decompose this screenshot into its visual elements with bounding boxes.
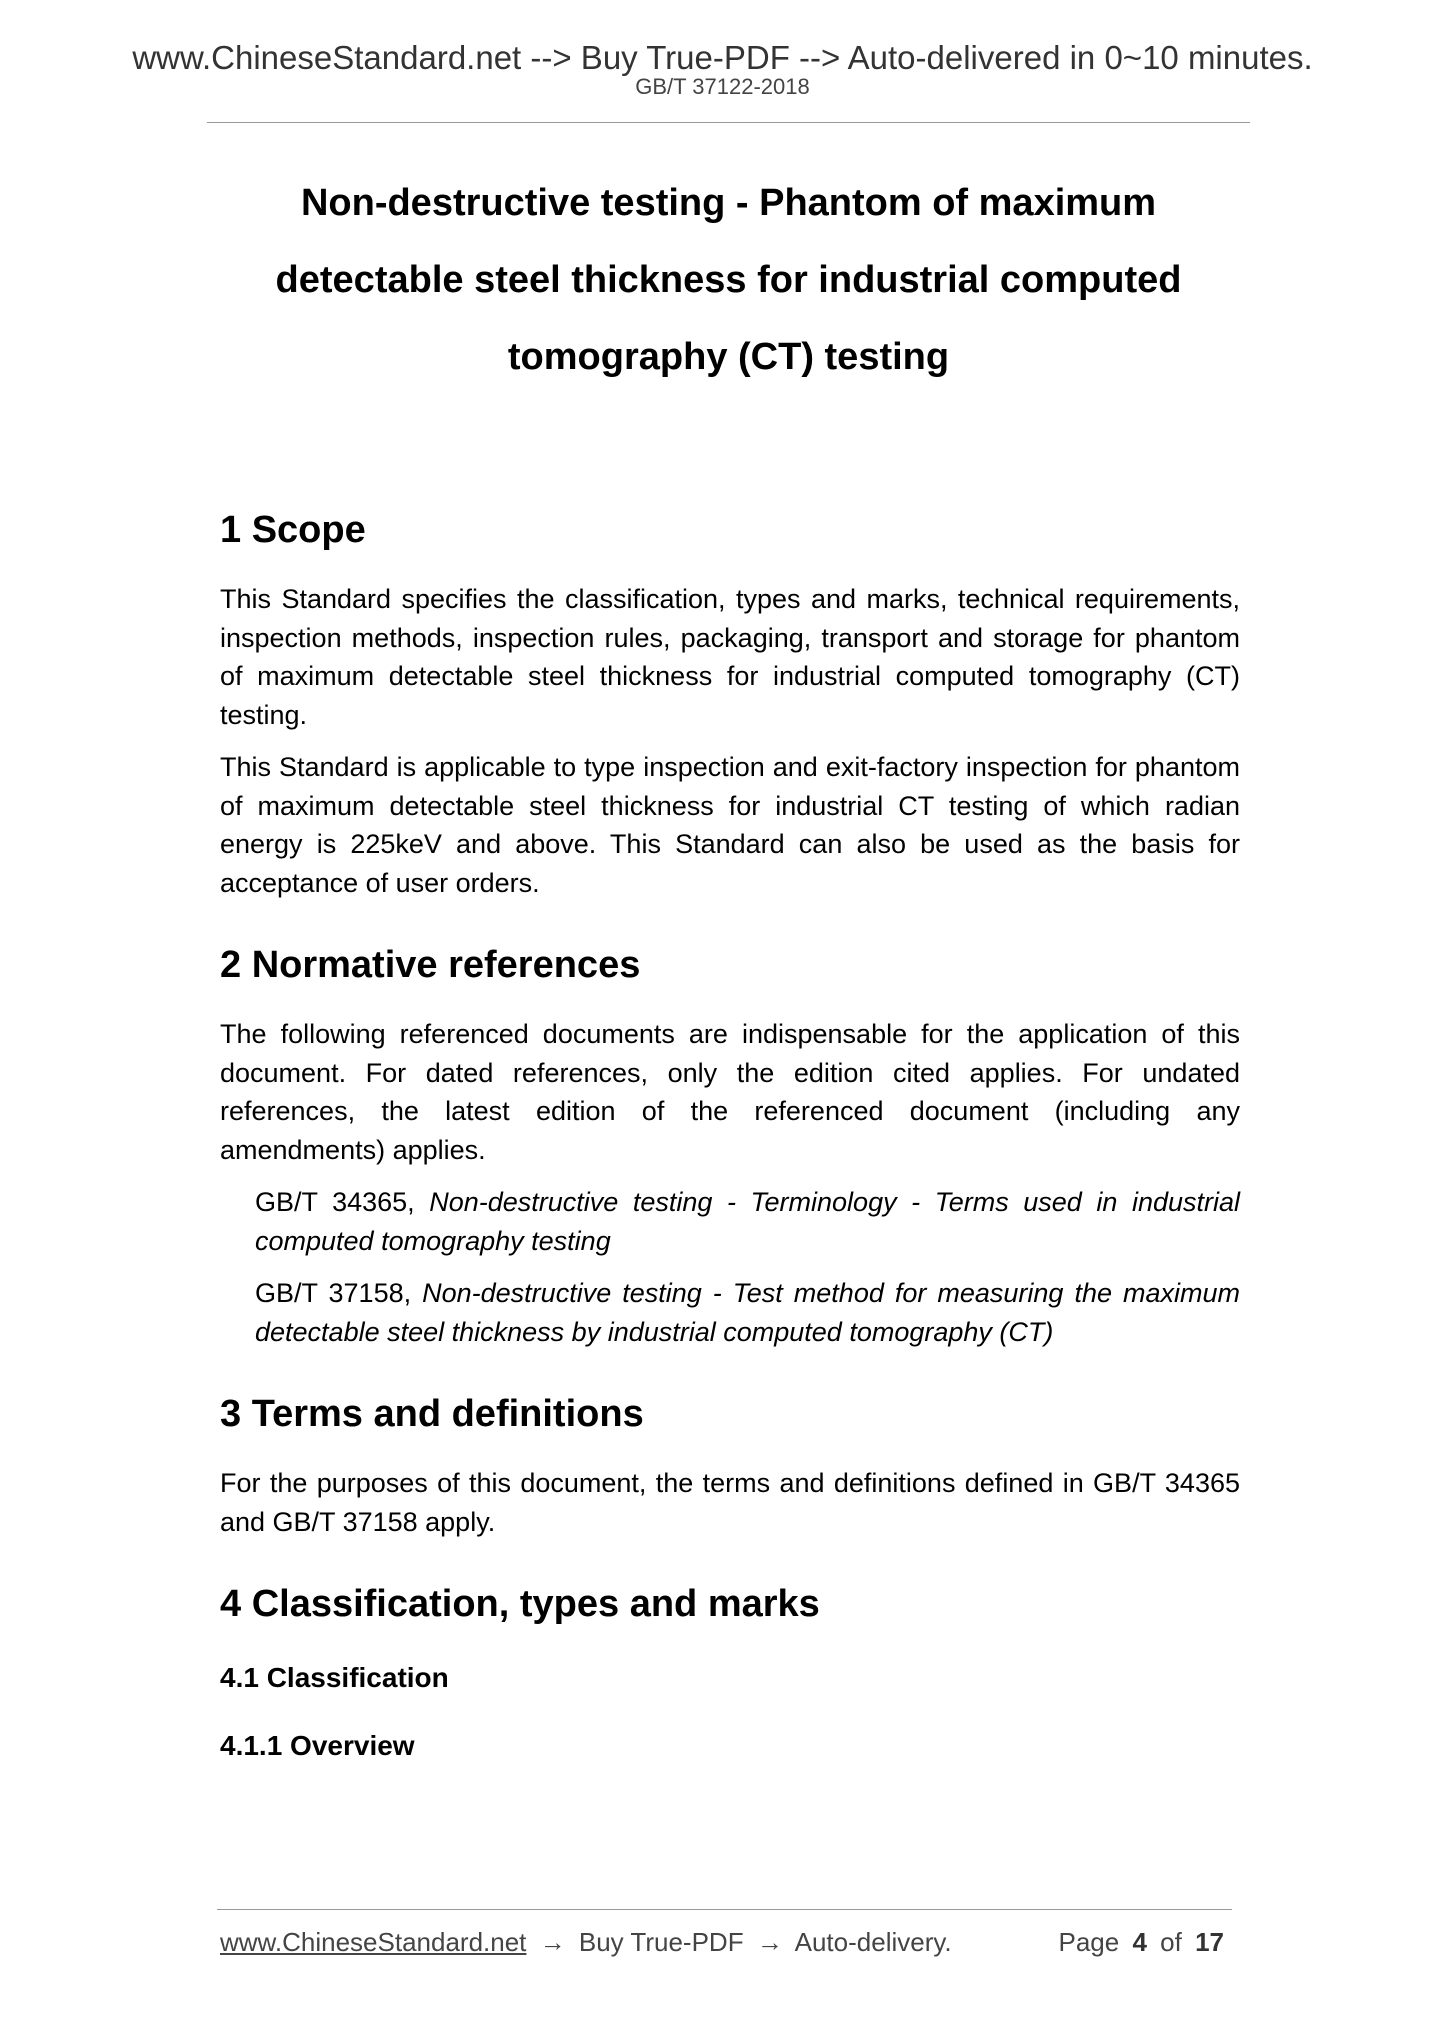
title-line-3: tomography (CT) testing — [507, 336, 950, 378]
page-of-label: of — [1160, 1927, 1182, 1957]
terms-definitions-paragraph: For the purposes of this document, the terms and definitions defined in GB/T 34365 and GB/T 37158 apply. — [220, 1468, 1240, 1537]
page-total: 17 — [1195, 1927, 1224, 1957]
document-title — [207, 165, 1250, 396]
footer-site-link[interactable]: www.ChineseStandard.net — [220, 1927, 527, 1957]
footer-delivery-text: Auto-delivery. — [794, 1927, 952, 1957]
scope-paragraph-1: This Standard specifies the classification, types and marks, technical requirements, inspection methods, inspection rules, packaging, transport and storage for phantom of maximum detectable steel thickness for industrial computed tomography (CT) testing. — [220, 584, 1240, 730]
section-heading-scope: 1 Scope — [220, 509, 366, 551]
title-line-1: Non-destructive testing - Phantom of maximum — [300, 182, 1157, 224]
section-heading-terms-definitions: 3 Terms and definitions — [220, 1393, 644, 1435]
document-body — [220, 500, 1240, 1766]
footer-buy-text: Buy True-PDF — [578, 1927, 744, 1957]
normative-references-paragraph: The following referenced documents are indispensable for the application of this document. For dated references, only the edition cited applies. For undated references, the latest edition of the referenced document (including any amendments) applies. — [220, 1019, 1240, 1165]
reference-code: GB/T 37158, — [255, 1278, 423, 1308]
site-banner: www.ChineseStandard.net --> Buy True-PDF --> Auto-delivered in 0~10 minutes. — [132, 39, 1313, 76]
title-line-2: detectable steel thickness for industrial computed — [275, 259, 1182, 301]
reference-item — [220, 1183, 1240, 1260]
page-current: 4 — [1132, 1927, 1147, 1957]
reference-code: GB/T 34365, — [255, 1187, 430, 1217]
section-heading-normative-references: 2 Normative references — [220, 944, 641, 986]
section-heading-classification: 4 Classification, types and marks — [220, 1583, 820, 1625]
standard-code: GB/T 37122-2018 — [635, 74, 810, 99]
subsection-heading-overview: 4.1.1 Overview — [220, 1730, 415, 1761]
arrow-right-icon: → — [756, 1927, 783, 1957]
reference-item — [220, 1274, 1240, 1351]
subsection-heading-classification: 4.1 Classification — [220, 1662, 449, 1693]
reference-title: Non-destructive testing - Test method for measuring the maximum detectable steel thickness by industrial computed tomography (CT) — [255, 1278, 1240, 1347]
footer-divider — [217, 1909, 1232, 1910]
scope-paragraph-2: This Standard is applicable to type inspection and exit-factory inspection for phantom of maximum detectable steel thickness for industrial CT testing of which radian energy is 225keV and above. This Standard can also be used as the basis for acceptance of user orders. — [220, 752, 1240, 898]
reference-title: Non-destructive testing - Terminology - Terms used in industrial computed tomography testing — [255, 1187, 1240, 1256]
footer-promo — [220, 1926, 952, 1958]
page-label: Page — [1058, 1927, 1120, 1957]
page-number — [1058, 1926, 1230, 1958]
header-divider — [207, 122, 1250, 123]
arrow-right-icon: → — [539, 1927, 566, 1957]
